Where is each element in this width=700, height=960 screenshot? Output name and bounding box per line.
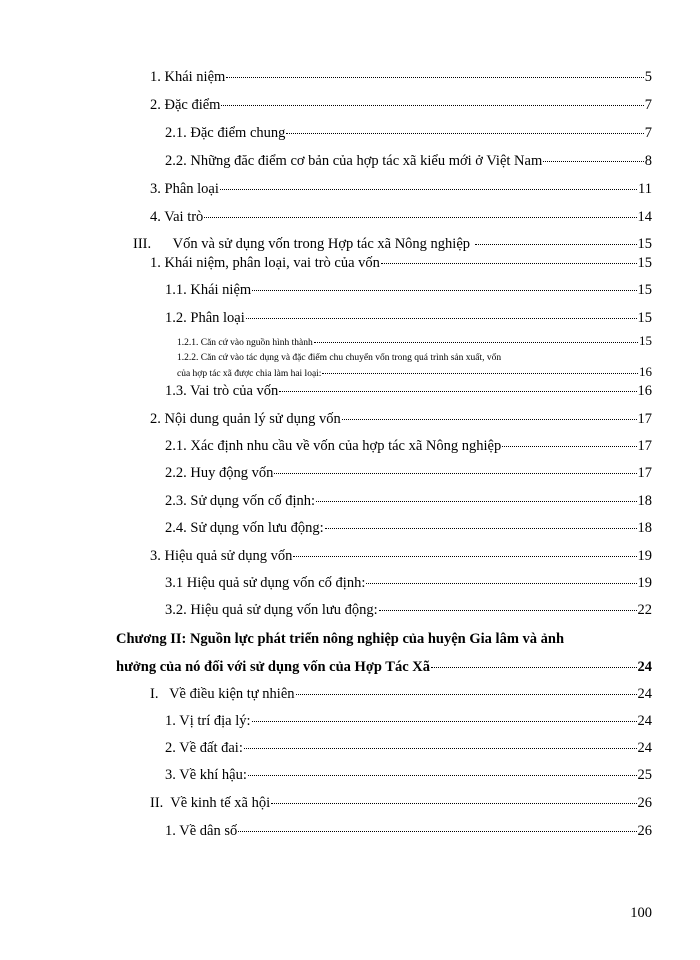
toc-entry (150, 794, 652, 812)
toc-entry-page: 15 (637, 255, 652, 271)
toc-entry-page: 8 (644, 153, 652, 169)
toc-leader (252, 290, 636, 291)
toc-chapter-heading (116, 658, 652, 676)
page-number: 100 (630, 905, 652, 921)
toc-entry (165, 519, 652, 537)
toc-leader (325, 528, 637, 529)
toc-entry-label: 1. Về dân số (165, 823, 238, 839)
toc-entry (133, 235, 652, 253)
toc-entry-label: 1.3. Vai trò của vốn (165, 383, 279, 399)
toc-entry-page: 7 (644, 97, 652, 113)
toc-leader (221, 105, 643, 106)
toc-leader (244, 748, 637, 749)
toc-entry-label: 3.1 Hiệu quả sử dụng vốn cố định: (165, 575, 366, 591)
toc-entry-label: 1.1. Khái niệm (165, 282, 252, 298)
toc-entry (165, 712, 652, 730)
toc-entry-label: 2. Đặc điểm (150, 97, 221, 113)
toc-entry-page: 17 (637, 465, 652, 481)
toc-leader (246, 318, 637, 319)
toc-entry (150, 254, 652, 272)
toc-entry-page: 19 (637, 548, 652, 564)
toc-leader (226, 77, 643, 78)
toc-entry-label: 3. Phân loại (150, 181, 219, 197)
toc-leader (342, 419, 637, 420)
toc-entry-page: 24 (637, 740, 652, 756)
toc-entry-label: 1. Khái niệm (150, 69, 226, 85)
toc-entry (150, 180, 652, 198)
toc-entry-label: 1. Khái niệm, phân loại, vai trò của vốn (150, 255, 380, 271)
toc-leader (238, 831, 636, 832)
toc-entry (165, 309, 652, 327)
toc-entry (165, 822, 652, 840)
toc-entry (177, 352, 501, 364)
toc-entry-page: 7 (644, 125, 652, 141)
toc-entry-label: 2.3. Sử dụng vốn cố định: (165, 493, 316, 509)
toc-leader (381, 263, 637, 264)
toc-entry (150, 410, 652, 428)
toc-entry-label: 2.4. Sử dụng vốn lưu động: (165, 520, 324, 536)
toc-entry-page: 24 (637, 659, 652, 675)
toc-entry-label: II. Về kinh tế xã hội (150, 795, 271, 811)
toc-entry (150, 685, 652, 703)
toc-entry-label: 2.1. Đặc điểm chung (165, 125, 286, 141)
toc-leader (204, 217, 636, 218)
toc-entry-label: Chương II: Nguồn lực phát triển nông nghiệp của huyện Gia lâm và ảnh (116, 631, 565, 647)
toc-entry-page: 15 (637, 310, 652, 326)
toc-entry-label: 3.2. Hiệu quả sử dụng vốn lưu động: (165, 602, 378, 618)
toc-entry-page: 24 (637, 713, 652, 729)
toc-entry-page: 15 (637, 236, 652, 252)
toc-leader (220, 189, 637, 190)
toc-entry-page: 17 (637, 411, 652, 427)
toc-entry-label: 1.2.2. Căn cứ vào tác dụng và đặc điểm chu chuyển vốn trong quá trình sản xuất, vốn (177, 353, 502, 363)
toc-leader (252, 721, 637, 722)
toc-entry-page: 24 (637, 686, 652, 702)
toc-entry-label: 3. Về khí hậu: (165, 767, 247, 783)
toc-entry-page: 15 (637, 282, 652, 298)
toc-leader (502, 446, 636, 447)
toc-entry (165, 492, 652, 510)
toc-leader (314, 342, 638, 343)
toc-leader (322, 373, 638, 374)
toc-entry-label: 2. Về đất đai: (165, 740, 243, 756)
toc-entry (165, 766, 652, 784)
toc-entry-page: 25 (637, 767, 652, 783)
toc-entry (165, 124, 652, 142)
toc-entry-label: 2.2. Huy động vốn (165, 465, 274, 481)
toc-entry (165, 601, 652, 619)
toc-entry (165, 152, 652, 170)
toc-entry-label: 2.2. Những đăc điểm cơ bản của hợp tác xã kiểu mới ở Việt Nam (165, 153, 543, 169)
toc-entry-label: 2. Nội dung quản lý sử dụng vốn (150, 411, 341, 427)
toc-entry (177, 335, 652, 349)
toc-entry-page: 5 (644, 69, 652, 85)
toc-entry-page: 26 (637, 795, 652, 811)
toc-entry (177, 366, 652, 380)
toc-entry-page: 18 (637, 493, 652, 509)
toc-entry-page: 16 (637, 383, 652, 399)
toc-entry-page: 15 (639, 333, 652, 348)
toc-entry-label: I. Về điều kiện tự nhiên (150, 686, 295, 702)
toc-leader (279, 391, 636, 392)
toc-entry (165, 281, 652, 299)
toc-entry-label: 4. Vai trò (150, 209, 204, 225)
toc-entry (150, 547, 652, 565)
toc-entry-page: 22 (637, 602, 652, 618)
toc-entry-label: 3. Hiệu quả sử dụng vốn (150, 548, 293, 564)
toc-chapter-heading (116, 630, 564, 648)
toc-entry (165, 574, 652, 592)
toc-entry-label: 1. Vị trí địa lý: (165, 713, 251, 729)
toc-entry-page: 18 (637, 520, 652, 536)
toc-entry (150, 96, 652, 114)
toc-leader (293, 556, 636, 557)
toc-leader (274, 473, 636, 474)
toc-entry-label: 1.2. Phân loại (165, 310, 245, 326)
toc-entry-label: 1.2.1. Căn cứ vào nguồn hình thành (177, 338, 313, 348)
toc-entry-page: 11 (638, 181, 652, 197)
toc-leader (475, 244, 637, 245)
toc-entry-page: 19 (637, 575, 652, 591)
toc-entry (165, 437, 652, 455)
toc-leader (316, 501, 636, 502)
toc-entry-page: 16 (639, 364, 652, 379)
toc-entry (165, 739, 652, 757)
toc-entry (165, 382, 652, 400)
toc-entry-page: 14 (637, 209, 652, 225)
toc-entry (150, 68, 652, 86)
toc-entry (165, 464, 652, 482)
toc-leader (296, 694, 637, 695)
toc-entry-label: III. Vốn và sử dụng vốn trong Hợp tác xã Nông nghiệp (133, 236, 474, 252)
toc-leader (366, 583, 636, 584)
toc-leader (286, 133, 643, 134)
toc-entry-label: hưởng của nó đối với sử dụng vốn của Hợp Tác Xã (116, 659, 430, 675)
toc-entry-page: 26 (637, 823, 652, 839)
toc-entry-label: 2.1. Xác định nhu cầu về vốn của hợp tác xã Nông nghiệp (165, 438, 502, 454)
toc-entry-label: của hợp tác xã được chia làm hai loại: (177, 369, 322, 379)
toc-entry-page: 17 (637, 438, 652, 454)
toc-leader (248, 775, 637, 776)
toc-leader (431, 667, 637, 668)
toc-leader (379, 610, 637, 611)
toc-leader (271, 803, 636, 804)
toc-entry (150, 208, 652, 226)
toc-leader (543, 161, 644, 162)
